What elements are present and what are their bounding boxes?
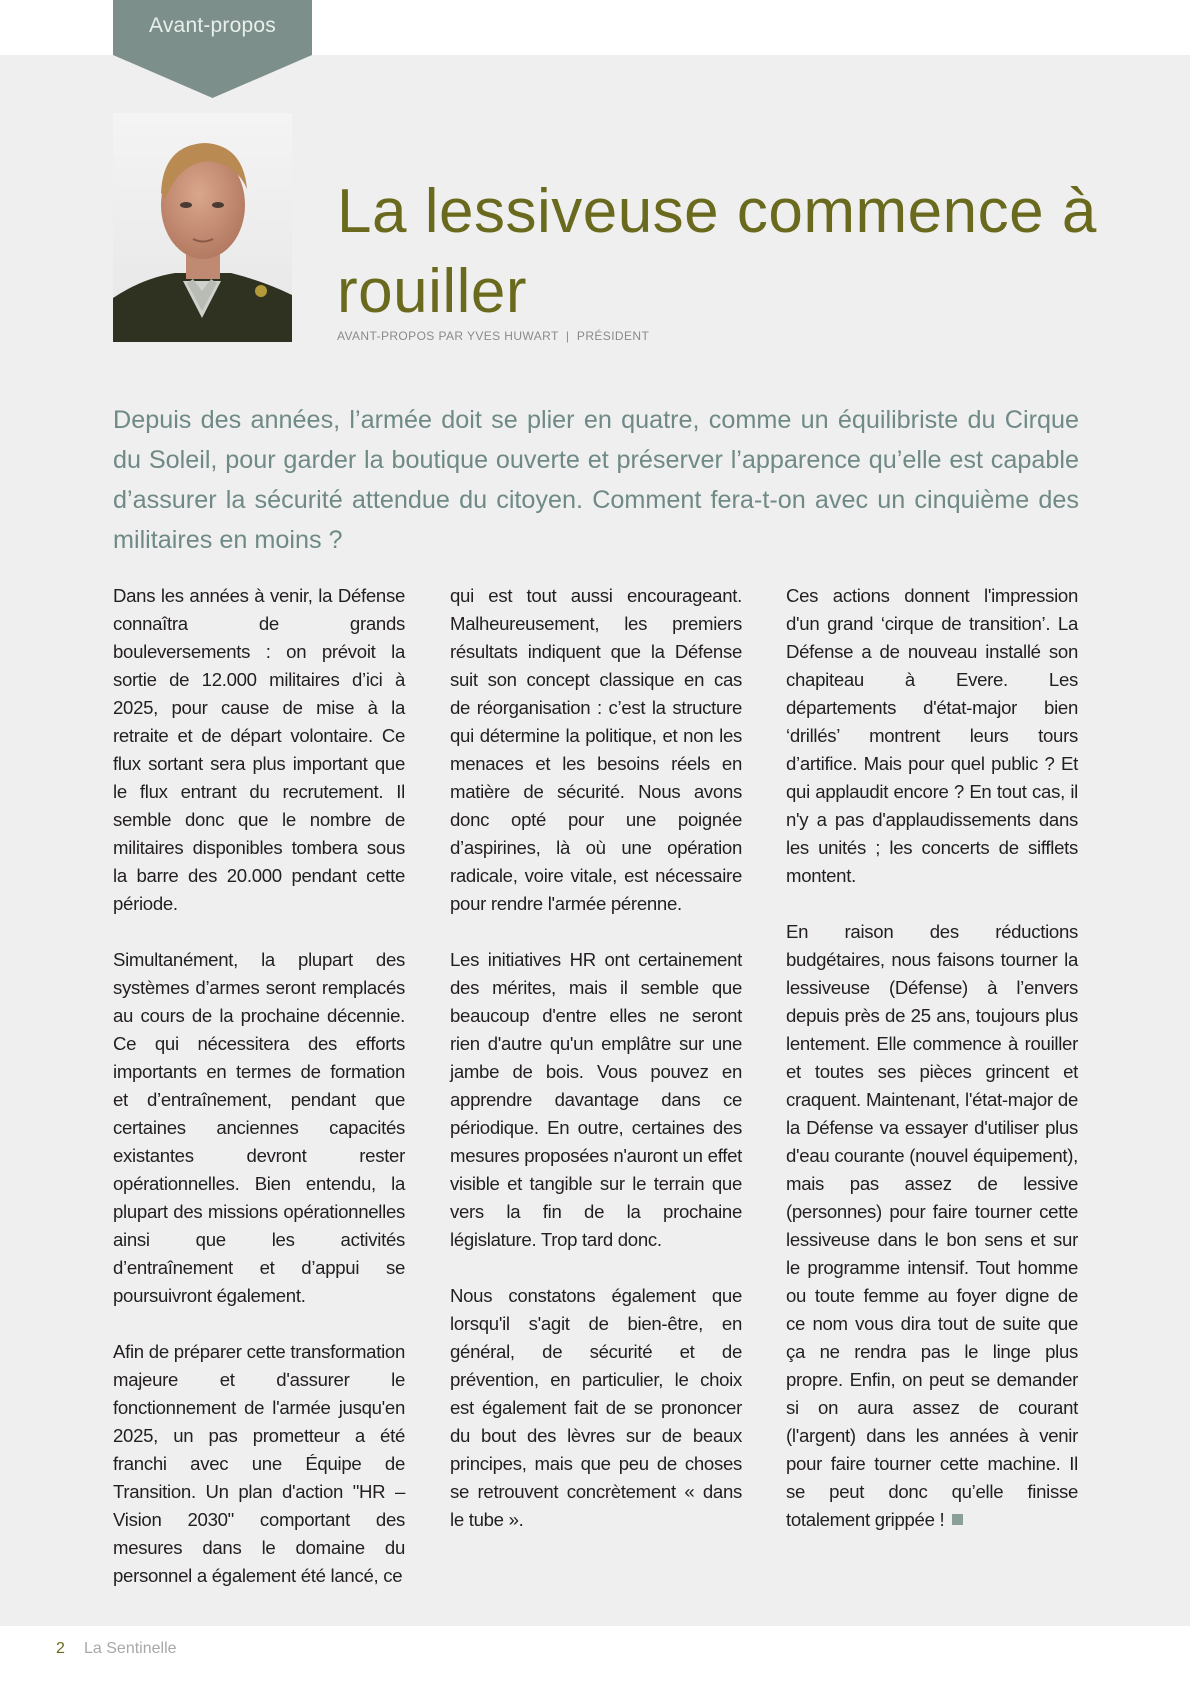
paragraph-last (786, 918, 1078, 1534)
article-title: La lessiveuse commence à rouiller (337, 177, 1097, 326)
paragraph-text: En raison des réductions budgétaires, nous faisons tourner la lessiveuse (Défense) à l’envers depuis près de 25 ans, toujours plus lentement. Elle commence à rouiller et toutes ses pièces grincent et craquent. Maintenant, l'état-major de la Défense va essayer d'utiliser plus d'eau courante (nouvel équipement), mais pas assez de lessive (personnes) pour faire tourner cette lessiveuse dans le bon sens et sur le programme intensif. Tout homme ou toute femme au foyer digne de ce nom vous dira tout de suite que ça ne rendra pas le linge plus propre. Enfin, on peut se demander si on aura assez de courant (l'argent) dans les années à venir pour faire tourner cette machine. Il se peut donc qu’elle finisse totalement grippée ! (786, 921, 1078, 1530)
paragraph: Ces actions donnent l'impression d'un grand ‘cirque de transition’. La Défense a de nouveau installé son chapiteau à Evere. Les départements d'état-major bien ‘drillés’ montrent leurs tours d’artifice. Mais pour quel public ? Et qui applaudit encore ? En tout cas, il n'y a pas d'applaudissements dans les unités ; les concerts de sifflets montent. (786, 585, 1078, 886)
text-column-3 (786, 582, 1078, 1562)
paragraph: qui est tout aussi encourageant. Malheureusement, les premiers résultats indiquent que la Défense suit son concept classique en cas de réorganisation : c’est la structure qui détermine la politique, et non les menaces et les besoins réels en matière de sécurité. Nous avons donc opté pour une poignée d’aspirines, là où une opération radicale, voire vitale, est nécessaire pour rendre l'armée pérenne. (450, 585, 742, 914)
text-column-1 (113, 582, 405, 1618)
paragraph: Afin de préparer cette transformation majeure et d'assurer le fonctionnement de l'armée jusqu'en 2025, un pas prometteur a été franchi avec une Équipe de Transition. Un plan d'action "HR – Vision 2030" comportant des mesures dans le domaine du personnel a également été lancé, ce (113, 1341, 405, 1586)
article-lead: Depuis des années, l’armée doit se plier en quatre, comme un équilibriste du Cirque du Soleil, pour garder la boutique ouverte et préserver l’apparence qu’elle est capable d’assurer la sécurité attendue du citoyen. Comment fera-t-on avec un cinquième des militaires en moins ? (113, 406, 1079, 554)
paragraph: Dans les années à venir, la Défense connaîtra de grands bouleversements : on prévoit la sortie de 12.000 militaires d’ici à 2025, pour cause de mise à la retraite et de départ volontaire. Ce flux sortant sera plus important que le flux entrant du recrutement. Il semble donc que le nombre de militaires disponibles tombera sous la barre des 20.000 pendant cette période. (113, 585, 405, 914)
publication-name: La Sentinelle (84, 1640, 177, 1657)
section-tab-label: Avant-propos (149, 14, 276, 37)
paragraph: Nous constatons également que lorsqu'il s'agit de bien-être, en général, de sécurité et de prévention, en particulier, le choix est également fait de se prononcer du bout des lèvres sur de beaux principes, mais que peu de choses se retrouvent concrètement « dans le tube ». (450, 1285, 742, 1530)
author-portrait (113, 113, 292, 342)
paragraph: Les initiatives HR ont certainement des mérites, mais il semble que beaucoup d'entre elles ne seront rien d'autre qu'un emplâtre sur une jambe de bois. Vous pouvez en apprendre davantage dans ce périodique. En outre, certaines des mesures proposées n'auront un effet visible et tangible sur le terrain que vers la fin de la prochaine législature. Trop tard donc. (450, 949, 742, 1250)
page-number: 2 (56, 1640, 65, 1657)
end-of-article-icon (952, 1514, 963, 1525)
paragraph: Simultanément, la plupart des systèmes d’armes seront remplacés au cours de la prochaine décennie. Ce qui nécessitera des efforts importants en termes de formation et d’entraînement, pendant que certaines anciennes capacités existantes devront rester opérationnelles. Bien entendu, la plupart des missions opérationnelles ainsi que les activités d’entraînement et d’appui se poursuivront également. (113, 949, 405, 1306)
text-column-2 (450, 582, 742, 1562)
article-byline: AVANT-PROPOS PAR YVES HUWART | PRÉSIDENT (337, 329, 650, 343)
